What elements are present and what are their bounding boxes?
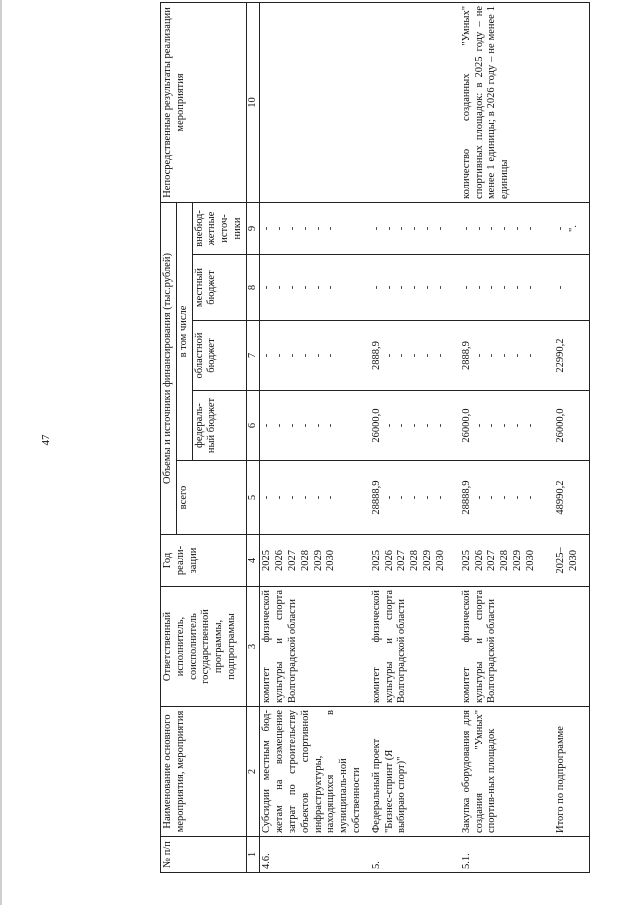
row-result (370, 2, 460, 202)
budget-table (160, 2, 590, 873)
col-number: 3 (246, 587, 260, 707)
row-years: 2025 2026 2027 2028 2029 2030 (260, 535, 370, 587)
row-name: Закупка оборудования для создания "Умных" спортив-ных площадок (460, 707, 554, 837)
total-local: - (554, 255, 590, 321)
header-responsible: Ответственный исполнитель, соисполнитель государственной программы, подпрограммы (161, 587, 247, 707)
total-extrabudget-cell (554, 202, 590, 254)
col-number: 9 (246, 202, 260, 254)
header-local: местный бюджет (192, 255, 246, 321)
budget-table-sheet (160, 3, 640, 873)
row-responsible: комитет физической культуры и спорта Волгоградской области (260, 587, 370, 707)
col-number: 7 (246, 321, 260, 391)
header-federal: федераль-ный бюджет (192, 391, 246, 461)
total-result (554, 2, 590, 202)
row-years: 2025 2026 2027 2028 2029 2030 (370, 535, 460, 587)
col-number: 4 (246, 535, 260, 587)
header-extrabudget: внебюд-жетные источ-ники (192, 202, 246, 254)
table-row (370, 2, 460, 872)
row-total: 28888,9 - - - - - (460, 461, 554, 535)
header-volumes: Объемы и источники финансирования (тыс.рублей) (161, 202, 177, 534)
row-regional: - - - - - - (260, 321, 370, 391)
row-regional: 2888,9 - - - - - (460, 321, 554, 391)
header-total: всего (176, 461, 246, 535)
header-result: Непосредственные результаты реализации мероприятия (161, 2, 247, 202)
total-regional: 22990,2 (554, 321, 590, 391)
col-number: 8 (246, 255, 260, 321)
row-extrabudget: - - - - - - (370, 202, 460, 254)
row-total: - - - - - - (260, 461, 370, 535)
row-name: Субсидии местным бюд-жетам на возмещение затрат по строительству объектов спортивной инфраструктуры, находящихся в муниципаль-ной собственности (260, 707, 370, 837)
row-extrabudget: - - - - - - (460, 202, 554, 254)
col-number: 6 (246, 391, 260, 461)
row-total: 28888,9 - - - - - (370, 461, 460, 535)
row-local: - - - - - - (260, 255, 370, 321)
col-number: 2 (246, 707, 260, 837)
row-federal: 26000,0 - - - - - (370, 391, 460, 461)
column-number-row (246, 2, 260, 872)
total-row (554, 2, 590, 872)
table-row (260, 2, 370, 872)
closing-quote-mark: ". (567, 225, 579, 232)
col-number: 5 (246, 461, 260, 535)
header-num: № п/п (161, 837, 247, 873)
page-number: 47 (40, 434, 52, 446)
header-regional: областной бюджет (192, 321, 246, 391)
row-number: 5.1. (460, 837, 554, 873)
row-responsible: комитет физической культуры и спорта Волгоградской области (460, 587, 554, 707)
row-local: - - - - - - (460, 255, 554, 321)
page-edge (0, 0, 2, 905)
header-year: Год реали-зации (161, 535, 247, 587)
row-result: количество созданных "Умных" спортивных площадок: в 2025 году – не менее 1 единицы; в 2026 году – не менее 1 единицы (460, 2, 554, 202)
row-result (260, 2, 370, 202)
total-extrabudget: - (554, 226, 566, 231)
header-including: в том числе (176, 202, 192, 460)
row-federal: - - - - - - (260, 391, 370, 461)
total-label: Итого по подпрограмме (554, 707, 590, 837)
row-number: 5. (370, 837, 460, 873)
row-number: 4.6. (260, 837, 370, 873)
row-years: 2025 2026 2027 2028 2029 2030 (460, 535, 554, 587)
col-number: 1 (246, 837, 260, 873)
header-name: Наименование основного мероприятия, мероприятия (161, 707, 247, 837)
row-regional: 2888,9 - - - - - (370, 321, 460, 391)
total-years: 2025–2030 (554, 535, 590, 587)
row-name: Федеральный проект "Бизнес-спринт (Я выбираю спорт)" (370, 707, 460, 837)
row-local: - - - - - - (370, 255, 460, 321)
row-federal: 26000,0 - - - - - (460, 391, 554, 461)
col-number: 10 (246, 2, 260, 202)
row-extrabudget: - - - - - - (260, 202, 370, 254)
row-responsible: комитет физической культуры и спорта Волгоградской области (370, 587, 460, 707)
total-sum: 48990,2 (554, 461, 590, 535)
total-federal: 26000,0 (554, 391, 590, 461)
table-row (460, 2, 554, 872)
